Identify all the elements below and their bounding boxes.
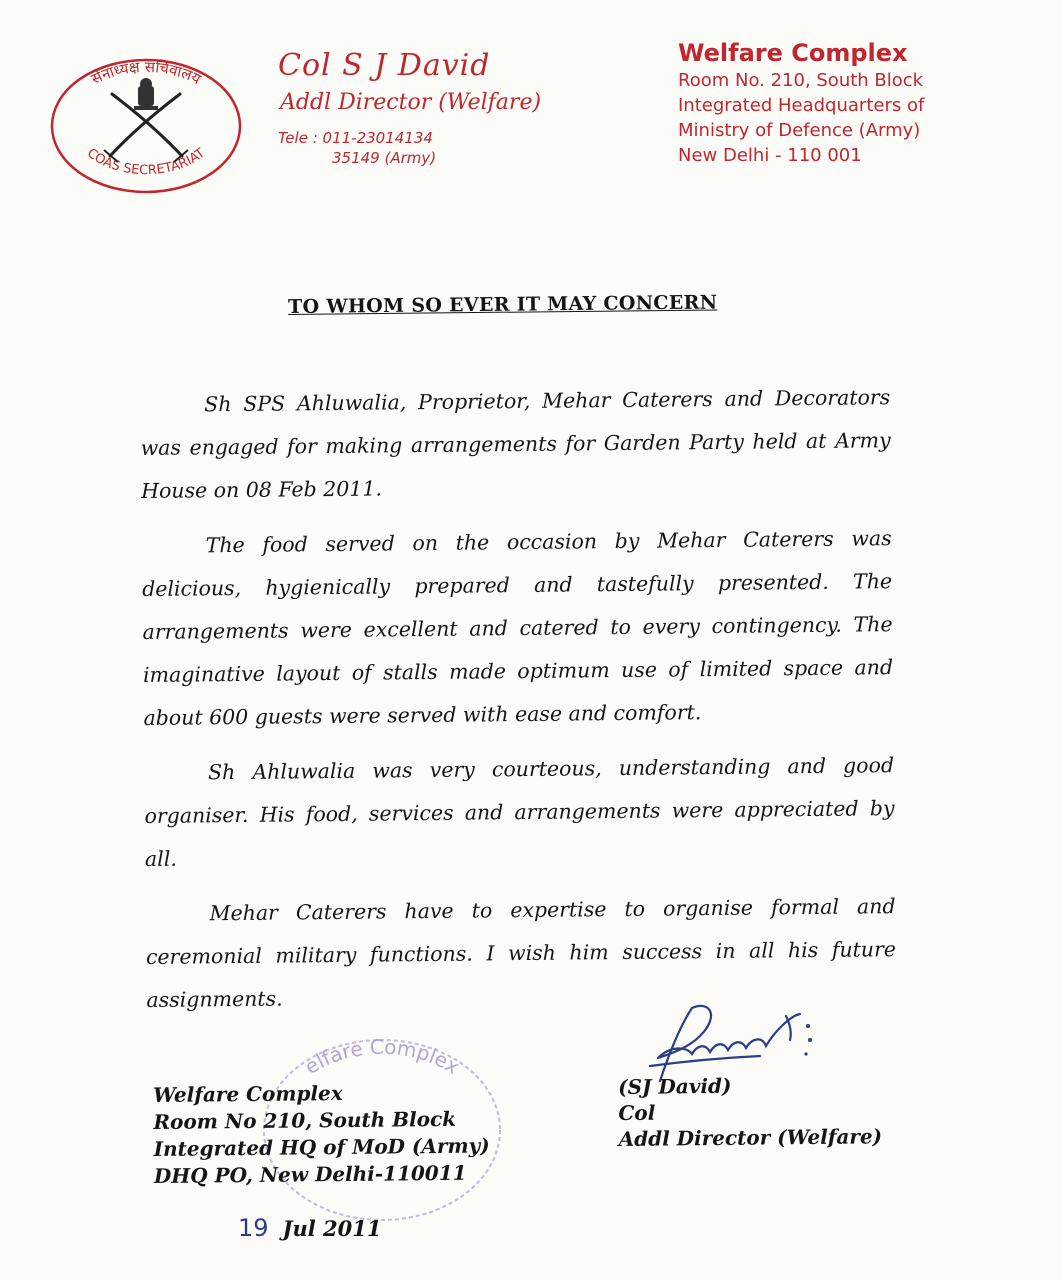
letter-body xyxy=(140,376,897,1034)
officer-name: Col S J David xyxy=(278,48,491,83)
footer-address-line: Welfare Complex xyxy=(153,1081,343,1107)
letter-date xyxy=(238,1214,382,1242)
signatory-designation: Addl Director (Welfare) xyxy=(618,1124,883,1151)
tele-line-1: Tele : 011-23014134 xyxy=(278,129,433,147)
body-paragraph: Mehar Caterers have to expertise to organise formal and ceremonial military functions. I wish him success in all his future assignments. xyxy=(145,894,897,1012)
seal-emblem-icon xyxy=(48,56,244,196)
body-paragraph: The food served on the occasion by Mehar Caterers was delicious, hygienically prepared and tastefully presented. The arrangements were excellent and catered to every contingency. The imaginative layout of stalls made optimum use of limited space and about 600 guests were served with ease and comfort. xyxy=(142,526,894,730)
office-address-line: Room No. 210, South Block xyxy=(678,70,924,91)
office-address-line: Ministry of Defence (Army) xyxy=(678,120,921,141)
footer-address-line: Room No 210, South Block xyxy=(153,1106,457,1134)
signatory-name: (SJ David) xyxy=(618,1073,732,1099)
officer-title: Addl Director (Welfare) xyxy=(280,90,542,115)
office-address xyxy=(678,38,978,168)
stamp-text: elfare Complex xyxy=(300,1034,464,1080)
coas-secretariat-seal xyxy=(48,56,244,196)
office-address-line: Integrated Headquarters of xyxy=(678,95,925,116)
footer-address-line: DHQ PO, New Delhi-110011 xyxy=(153,1160,467,1188)
body-paragraph: Sh Ahluwalia was very courteous, understanding and good organiser. His food, services and arrangements were appreciated by all. xyxy=(144,753,895,871)
telephone xyxy=(278,128,578,168)
date-day: 19 xyxy=(238,1214,269,1242)
signatory-rank: Col xyxy=(618,1100,656,1125)
seal-bottom-text: COAS SECRETARIAT xyxy=(83,145,209,179)
office-address-line: New Delhi - 110 001 xyxy=(678,145,862,166)
footer-address xyxy=(153,1078,524,1190)
body-paragraph: Sh SPS Ahluwalia, Proprietor, Mehar Caterers and Decorators was engaged for making arrangements for Garden Party held at Army House on 08 Feb 2011. xyxy=(140,385,891,503)
footer-address-line: Integrated HQ of MoD (Army) xyxy=(153,1133,490,1161)
seal-top-text: सेनाध्यक्ष सचिवालय xyxy=(88,57,204,89)
officer-block xyxy=(278,46,578,168)
tele-line-2: 35149 (Army) xyxy=(332,149,437,167)
signature-block xyxy=(618,1071,919,1152)
date-month-year: Jul 2011 xyxy=(282,1216,382,1241)
office-title: Welfare Complex xyxy=(678,39,908,67)
letter-heading: TO WHOM SO EVER IT MAY CONCERN xyxy=(288,291,718,318)
